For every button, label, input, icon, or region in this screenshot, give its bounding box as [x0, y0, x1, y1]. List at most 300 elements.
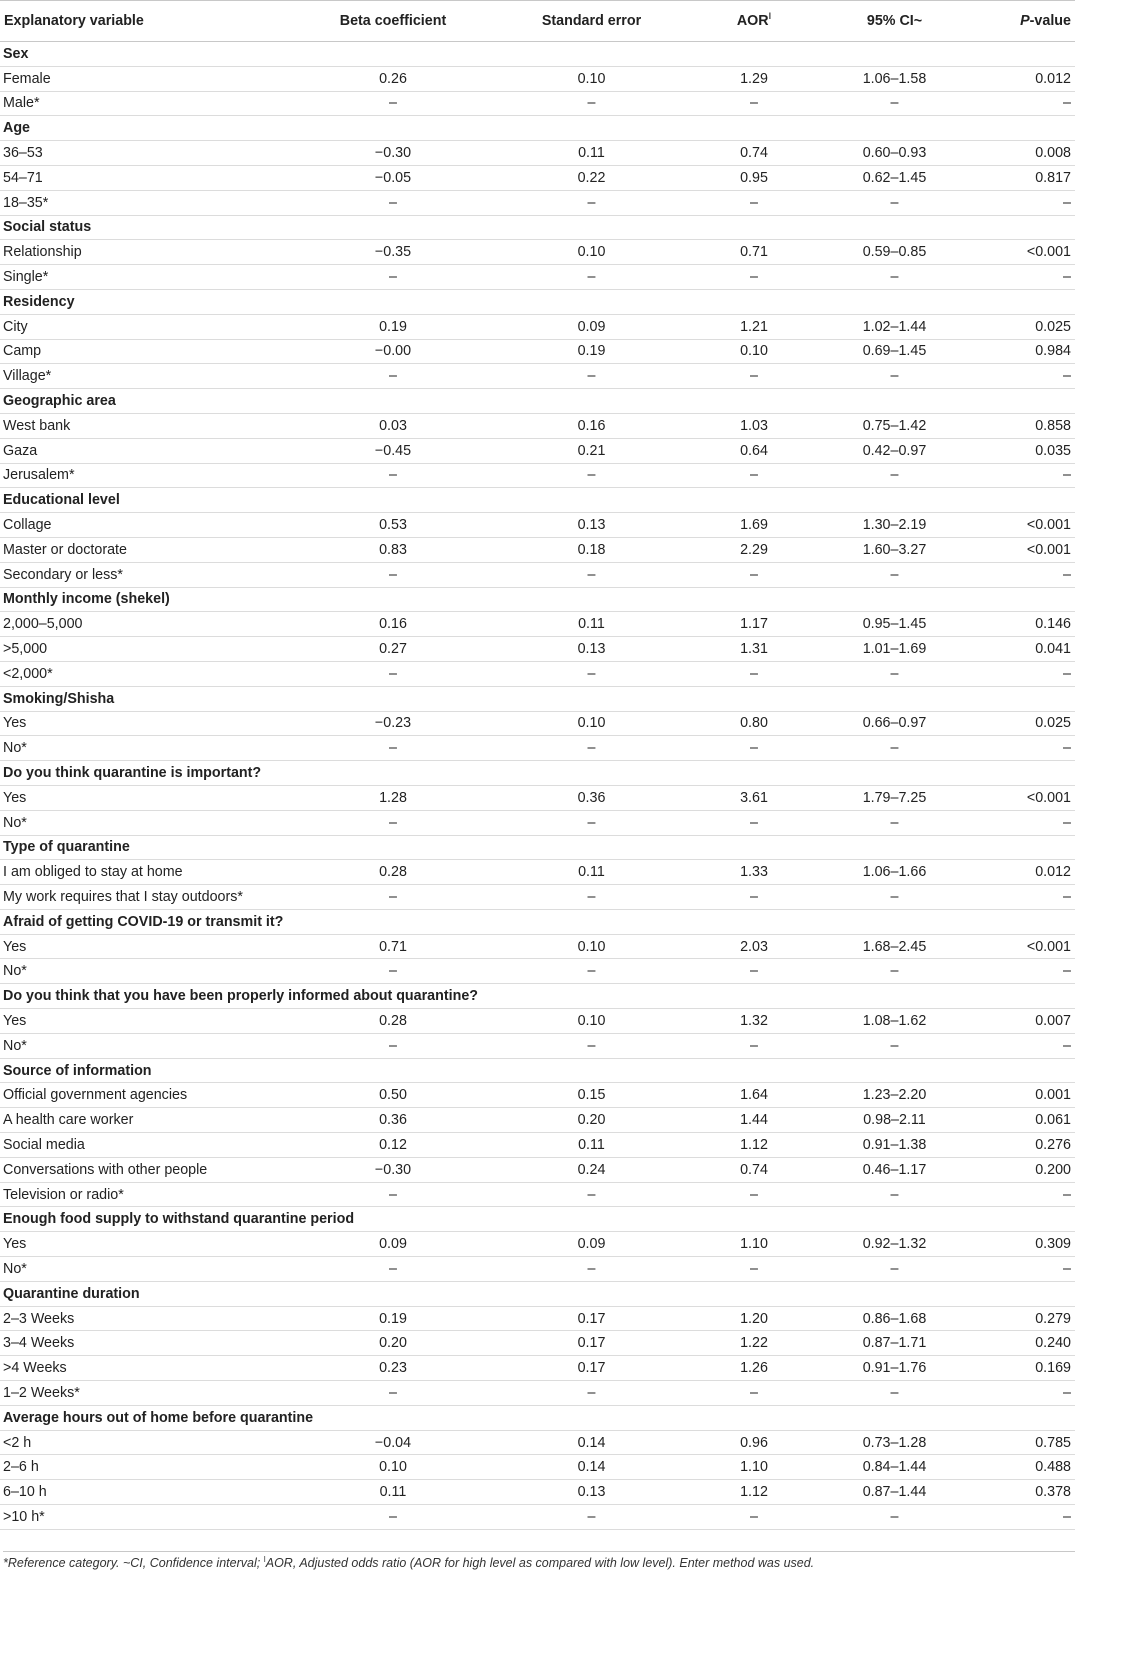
cell-standard-error: 0.18 — [464, 537, 719, 562]
cell-standard-error: 0.17 — [464, 1331, 719, 1356]
cell-beta: – — [322, 562, 464, 587]
cell-variable: 54–71 — [0, 165, 322, 190]
cell-variable: 2–3 Weeks — [0, 1306, 322, 1331]
cell-standard-error: – — [464, 736, 719, 761]
cell-p-value: 0.984 — [1000, 339, 1075, 364]
empty-cell — [789, 1058, 1000, 1083]
cell-ci: 0.91–1.76 — [789, 1356, 1000, 1381]
cell-variable: Yes — [0, 934, 322, 959]
cell-aor: 1.69 — [719, 513, 789, 538]
table-row — [0, 1331, 1075, 1356]
empty-cell — [789, 389, 1000, 414]
cell-aor: – — [719, 562, 789, 587]
cell-ci: 1.60–3.27 — [789, 537, 1000, 562]
header-p-value — [1000, 1, 1075, 42]
cell-p-value: – — [1000, 562, 1075, 587]
cell-ci: – — [789, 736, 1000, 761]
cell-beta: −0.05 — [322, 165, 464, 190]
empty-cell — [1000, 909, 1075, 934]
group-header-row — [0, 835, 1075, 860]
table-row — [0, 66, 1075, 91]
group-header-row — [0, 587, 1075, 612]
cell-aor: – — [719, 885, 789, 910]
cell-p-value: – — [1000, 1257, 1075, 1282]
cell-aor: 3.61 — [719, 785, 789, 810]
cell-p-value: 0.276 — [1000, 1133, 1075, 1158]
cell-aor: 0.74 — [719, 141, 789, 166]
empty-cell — [719, 1207, 789, 1232]
footnote-superscript: ǀ — [263, 1555, 266, 1564]
empty-cell — [719, 1405, 789, 1430]
cell-ci: 0.91–1.38 — [789, 1133, 1000, 1158]
cell-variable: No* — [0, 810, 322, 835]
cell-p-value: – — [1000, 91, 1075, 116]
cell-ci: 0.59–0.85 — [789, 240, 1000, 265]
cell-beta: −0.04 — [322, 1430, 464, 1455]
cell-variable: >5,000 — [0, 637, 322, 662]
cell-standard-error: 0.22 — [464, 165, 719, 190]
cell-beta: −0.00 — [322, 339, 464, 364]
table-row — [0, 1480, 1075, 1505]
empty-cell — [1000, 761, 1075, 786]
empty-cell — [322, 1405, 464, 1430]
header-p-rest: -value — [1029, 13, 1071, 29]
cell-variable: Jerusalem* — [0, 463, 322, 488]
empty-cell — [719, 761, 789, 786]
cell-variable: 18–35* — [0, 190, 322, 215]
cell-beta: – — [322, 1381, 464, 1406]
cell-beta: 0.53 — [322, 513, 464, 538]
cell-variable: 2–6 h — [0, 1455, 322, 1480]
cell-aor: 1.33 — [719, 860, 789, 885]
cell-standard-error: – — [464, 91, 719, 116]
cell-aor: 1.12 — [719, 1133, 789, 1158]
empty-cell — [322, 42, 464, 67]
empty-cell — [322, 1058, 464, 1083]
table-row — [0, 934, 1075, 959]
cell-standard-error: 0.11 — [464, 612, 719, 637]
cell-ci: 0.62–1.45 — [789, 165, 1000, 190]
cell-standard-error: – — [464, 1505, 719, 1530]
table-row — [0, 91, 1075, 116]
table-row — [0, 339, 1075, 364]
empty-cell — [1000, 686, 1075, 711]
cell-aor: 0.96 — [719, 1430, 789, 1455]
header-aor — [719, 1, 789, 42]
table-row — [0, 240, 1075, 265]
header-row — [0, 1, 1075, 42]
cell-p-value: <0.001 — [1000, 537, 1075, 562]
table-row — [0, 1009, 1075, 1034]
empty-cell — [1000, 835, 1075, 860]
group-header-row — [0, 289, 1075, 314]
cell-ci: – — [789, 562, 1000, 587]
cell-standard-error: 0.16 — [464, 413, 719, 438]
empty-cell — [789, 488, 1000, 513]
cell-p-value: <0.001 — [1000, 934, 1075, 959]
cell-ci: 1.79–7.25 — [789, 785, 1000, 810]
cell-aor: – — [719, 959, 789, 984]
cell-p-value: 0.817 — [1000, 165, 1075, 190]
cell-aor: 1.31 — [719, 637, 789, 662]
cell-variable: <2,000* — [0, 661, 322, 686]
empty-cell — [719, 835, 789, 860]
group-header-row — [0, 1207, 1075, 1232]
cell-standard-error: 0.11 — [464, 1133, 719, 1158]
group-label: Monthly income (shekel) — [0, 587, 322, 612]
cell-p-value: – — [1000, 364, 1075, 389]
table-row — [0, 1157, 1075, 1182]
empty-cell — [464, 686, 719, 711]
table-row — [0, 364, 1075, 389]
cell-variable: Social media — [0, 1133, 322, 1158]
empty-cell — [789, 686, 1000, 711]
cell-ci: – — [789, 91, 1000, 116]
group-label: Residency — [0, 289, 322, 314]
cell-p-value: 0.378 — [1000, 1480, 1075, 1505]
cell-p-value: 0.279 — [1000, 1306, 1075, 1331]
group-header-row — [0, 1405, 1075, 1430]
empty-cell — [464, 289, 719, 314]
cell-beta: – — [322, 810, 464, 835]
cell-variable: >10 h* — [0, 1505, 322, 1530]
empty-cell — [464, 1058, 719, 1083]
cell-ci: 1.01–1.69 — [789, 637, 1000, 662]
cell-aor: 1.44 — [719, 1108, 789, 1133]
empty-cell — [464, 835, 719, 860]
empty-cell — [719, 909, 789, 934]
cell-variable: Master or doctorate — [0, 537, 322, 562]
cell-variable: Village* — [0, 364, 322, 389]
cell-variable: Television or radio* — [0, 1182, 322, 1207]
group-label: Enough food supply to withstand quarantine period — [0, 1207, 322, 1232]
cell-beta: – — [322, 1033, 464, 1058]
cell-aor: – — [719, 190, 789, 215]
table-header — [0, 1, 1075, 42]
table-row — [0, 736, 1075, 761]
cell-p-value: <0.001 — [1000, 785, 1075, 810]
cell-variable: Yes — [0, 711, 322, 736]
table-row — [0, 537, 1075, 562]
group-label: Smoking/Shisha — [0, 686, 322, 711]
cell-variable: Yes — [0, 1009, 322, 1034]
header-ci: 95% CI~ — [789, 1, 1000, 42]
cell-ci: 1.68–2.45 — [789, 934, 1000, 959]
cell-beta: – — [322, 885, 464, 910]
header-p-italic: P — [1020, 13, 1030, 29]
cell-p-value: 0.012 — [1000, 66, 1075, 91]
cell-p-value: 0.858 — [1000, 413, 1075, 438]
table-row — [0, 1257, 1075, 1282]
empty-cell — [789, 289, 1000, 314]
cell-beta: 0.83 — [322, 537, 464, 562]
cell-aor: – — [719, 661, 789, 686]
cell-variable: Secondary or less* — [0, 562, 322, 587]
cell-standard-error: 0.10 — [464, 240, 719, 265]
empty-cell — [719, 389, 789, 414]
cell-aor: 0.95 — [719, 165, 789, 190]
empty-cell — [719, 1281, 789, 1306]
cell-variable: A health care worker — [0, 1108, 322, 1133]
cell-variable: Yes — [0, 785, 322, 810]
cell-p-value: 0.200 — [1000, 1157, 1075, 1182]
table-row — [0, 885, 1075, 910]
cell-standard-error: 0.36 — [464, 785, 719, 810]
cell-beta: – — [322, 463, 464, 488]
table-body — [0, 42, 1075, 1530]
cell-beta: – — [322, 736, 464, 761]
cell-ci: – — [789, 1182, 1000, 1207]
cell-beta: – — [322, 265, 464, 290]
cell-variable: 1–2 Weeks* — [0, 1381, 322, 1406]
empty-cell — [464, 984, 719, 1009]
cell-ci: 0.84–1.44 — [789, 1455, 1000, 1480]
empty-cell — [719, 215, 789, 240]
cell-ci: 0.60–0.93 — [789, 141, 1000, 166]
cell-beta: 0.36 — [322, 1108, 464, 1133]
empty-cell — [322, 835, 464, 860]
empty-cell — [322, 215, 464, 240]
cell-p-value: 0.012 — [1000, 860, 1075, 885]
cell-aor: 1.32 — [719, 1009, 789, 1034]
group-header-row — [0, 761, 1075, 786]
cell-ci: 1.06–1.58 — [789, 66, 1000, 91]
cell-aor: 2.03 — [719, 934, 789, 959]
cell-beta: 0.03 — [322, 413, 464, 438]
table-row — [0, 438, 1075, 463]
cell-variable: Collage — [0, 513, 322, 538]
empty-cell — [464, 42, 719, 67]
empty-cell — [322, 761, 464, 786]
empty-cell — [1000, 116, 1075, 141]
empty-cell — [789, 1281, 1000, 1306]
header-explanatory-variable: Explanatory variable — [0, 1, 322, 42]
empty-cell — [322, 116, 464, 141]
cell-ci: – — [789, 1381, 1000, 1406]
cell-standard-error: 0.20 — [464, 1108, 719, 1133]
cell-variable: 36–53 — [0, 141, 322, 166]
cell-beta: 0.12 — [322, 1133, 464, 1158]
cell-p-value: – — [1000, 1182, 1075, 1207]
cell-p-value: 0.025 — [1000, 314, 1075, 339]
empty-cell — [789, 835, 1000, 860]
cell-aor: 1.22 — [719, 1331, 789, 1356]
empty-cell — [1000, 42, 1075, 67]
cell-standard-error: – — [464, 463, 719, 488]
cell-ci: – — [789, 1033, 1000, 1058]
cell-ci: – — [789, 463, 1000, 488]
group-header-row — [0, 42, 1075, 67]
table-row — [0, 810, 1075, 835]
empty-cell — [464, 215, 719, 240]
cell-ci: – — [789, 1505, 1000, 1530]
cell-standard-error: 0.17 — [464, 1356, 719, 1381]
group-label: Do you think quarantine is important? — [0, 761, 322, 786]
empty-cell — [1000, 984, 1075, 1009]
cell-aor: 0.10 — [719, 339, 789, 364]
empty-cell — [1000, 1058, 1075, 1083]
cell-beta: – — [322, 1257, 464, 1282]
cell-variable: Male* — [0, 91, 322, 116]
cell-aor: – — [719, 265, 789, 290]
empty-cell — [719, 587, 789, 612]
cell-p-value: <0.001 — [1000, 513, 1075, 538]
table-row — [0, 1505, 1075, 1530]
cell-variable: Gaza — [0, 438, 322, 463]
cell-ci: 1.06–1.66 — [789, 860, 1000, 885]
cell-aor: – — [719, 91, 789, 116]
cell-variable: Yes — [0, 1232, 322, 1257]
cell-standard-error: 0.14 — [464, 1455, 719, 1480]
empty-cell — [322, 1281, 464, 1306]
table-row — [0, 141, 1075, 166]
empty-cell — [464, 116, 719, 141]
group-label: Source of information — [0, 1058, 322, 1083]
empty-cell — [789, 1405, 1000, 1430]
cell-p-value: – — [1000, 1505, 1075, 1530]
cell-standard-error: 0.15 — [464, 1083, 719, 1108]
group-header-row — [0, 1058, 1075, 1083]
table-row — [0, 463, 1075, 488]
cell-ci: – — [789, 190, 1000, 215]
cell-beta: −0.23 — [322, 711, 464, 736]
group-header-row — [0, 215, 1075, 240]
cell-p-value: – — [1000, 661, 1075, 686]
header-standard-error: Standard error — [464, 1, 719, 42]
group-header-row — [0, 909, 1075, 934]
cell-standard-error: 0.10 — [464, 1009, 719, 1034]
table-row — [0, 1455, 1075, 1480]
cell-standard-error: 0.14 — [464, 1430, 719, 1455]
cell-variable: Female — [0, 66, 322, 91]
cell-p-value: – — [1000, 1033, 1075, 1058]
cell-variable: No* — [0, 736, 322, 761]
cell-standard-error: 0.13 — [464, 1480, 719, 1505]
empty-cell — [719, 984, 789, 1009]
cell-ci: 0.92–1.32 — [789, 1232, 1000, 1257]
table-row — [0, 314, 1075, 339]
cell-standard-error: 0.09 — [464, 314, 719, 339]
group-label: Quarantine duration — [0, 1281, 322, 1306]
cell-p-value: 0.025 — [1000, 711, 1075, 736]
empty-cell — [464, 488, 719, 513]
cell-ci: 0.42–0.97 — [789, 438, 1000, 463]
empty-cell — [1000, 1207, 1075, 1232]
cell-beta: 1.28 — [322, 785, 464, 810]
cell-ci: – — [789, 810, 1000, 835]
cell-p-value: – — [1000, 885, 1075, 910]
cell-beta: 0.19 — [322, 314, 464, 339]
table-row — [0, 513, 1075, 538]
empty-cell — [1000, 215, 1075, 240]
table-row — [0, 637, 1075, 662]
table-row — [0, 190, 1075, 215]
footnote-part-1: *Reference category. ~CI, Confidence interval; — [3, 1556, 264, 1570]
cell-standard-error: – — [464, 1381, 719, 1406]
cell-ci: 0.98–2.11 — [789, 1108, 1000, 1133]
cell-beta: 0.50 — [322, 1083, 464, 1108]
table-row — [0, 711, 1075, 736]
cell-beta: – — [322, 1182, 464, 1207]
cell-aor: – — [719, 1033, 789, 1058]
empty-cell — [789, 215, 1000, 240]
cell-aor: 1.20 — [719, 1306, 789, 1331]
cell-p-value: – — [1000, 736, 1075, 761]
cell-beta: – — [322, 661, 464, 686]
cell-beta: 0.10 — [322, 1455, 464, 1480]
cell-standard-error: 0.24 — [464, 1157, 719, 1182]
cell-variable: City — [0, 314, 322, 339]
cell-beta: – — [322, 91, 464, 116]
cell-p-value: 0.169 — [1000, 1356, 1075, 1381]
cell-beta: 0.09 — [322, 1232, 464, 1257]
empty-cell — [789, 909, 1000, 934]
group-header-row — [0, 488, 1075, 513]
table-row — [0, 1356, 1075, 1381]
empty-cell — [464, 1281, 719, 1306]
cell-p-value: – — [1000, 1381, 1075, 1406]
cell-aor: – — [719, 1381, 789, 1406]
empty-cell — [464, 1405, 719, 1430]
empty-cell — [464, 909, 719, 934]
empty-cell — [1000, 488, 1075, 513]
cell-standard-error: – — [464, 885, 719, 910]
cell-p-value: 0.035 — [1000, 438, 1075, 463]
table-footnote — [3, 1551, 1075, 1570]
cell-ci: 1.23–2.20 — [789, 1083, 1000, 1108]
empty-cell — [322, 488, 464, 513]
cell-beta: – — [322, 1505, 464, 1530]
cell-p-value: – — [1000, 810, 1075, 835]
cell-standard-error: – — [464, 190, 719, 215]
cell-aor: 1.12 — [719, 1480, 789, 1505]
header-beta-coefficient: Beta coefficient — [322, 1, 464, 42]
empty-cell — [322, 686, 464, 711]
group-label: Average hours out of home before quarantine — [0, 1405, 322, 1430]
cell-beta: 0.16 — [322, 612, 464, 637]
cell-p-value: 0.146 — [1000, 612, 1075, 637]
cell-aor: – — [719, 736, 789, 761]
empty-cell — [464, 1207, 719, 1232]
cell-beta: 0.71 — [322, 934, 464, 959]
cell-beta: 0.27 — [322, 637, 464, 662]
table-row — [0, 1083, 1075, 1108]
cell-p-value: – — [1000, 959, 1075, 984]
cell-aor: 1.10 — [719, 1455, 789, 1480]
cell-ci: – — [789, 1257, 1000, 1282]
group-label: Type of quarantine — [0, 835, 322, 860]
table-row — [0, 1133, 1075, 1158]
table-row — [0, 562, 1075, 587]
cell-standard-error: – — [464, 1033, 719, 1058]
cell-p-value: 0.785 — [1000, 1430, 1075, 1455]
cell-standard-error: 0.10 — [464, 66, 719, 91]
cell-variable: No* — [0, 1033, 322, 1058]
header-aor-label: AOR — [736, 13, 769, 29]
cell-standard-error: – — [464, 265, 719, 290]
cell-ci: 0.87–1.71 — [789, 1331, 1000, 1356]
table-row — [0, 959, 1075, 984]
cell-aor: – — [719, 1182, 789, 1207]
empty-cell — [719, 289, 789, 314]
cell-ci: – — [789, 959, 1000, 984]
cell-beta: 0.19 — [322, 1306, 464, 1331]
cell-ci: 1.30–2.19 — [789, 513, 1000, 538]
table-row — [0, 1306, 1075, 1331]
table-row — [0, 860, 1075, 885]
cell-aor: – — [719, 364, 789, 389]
cell-variable: >4 Weeks — [0, 1356, 322, 1381]
